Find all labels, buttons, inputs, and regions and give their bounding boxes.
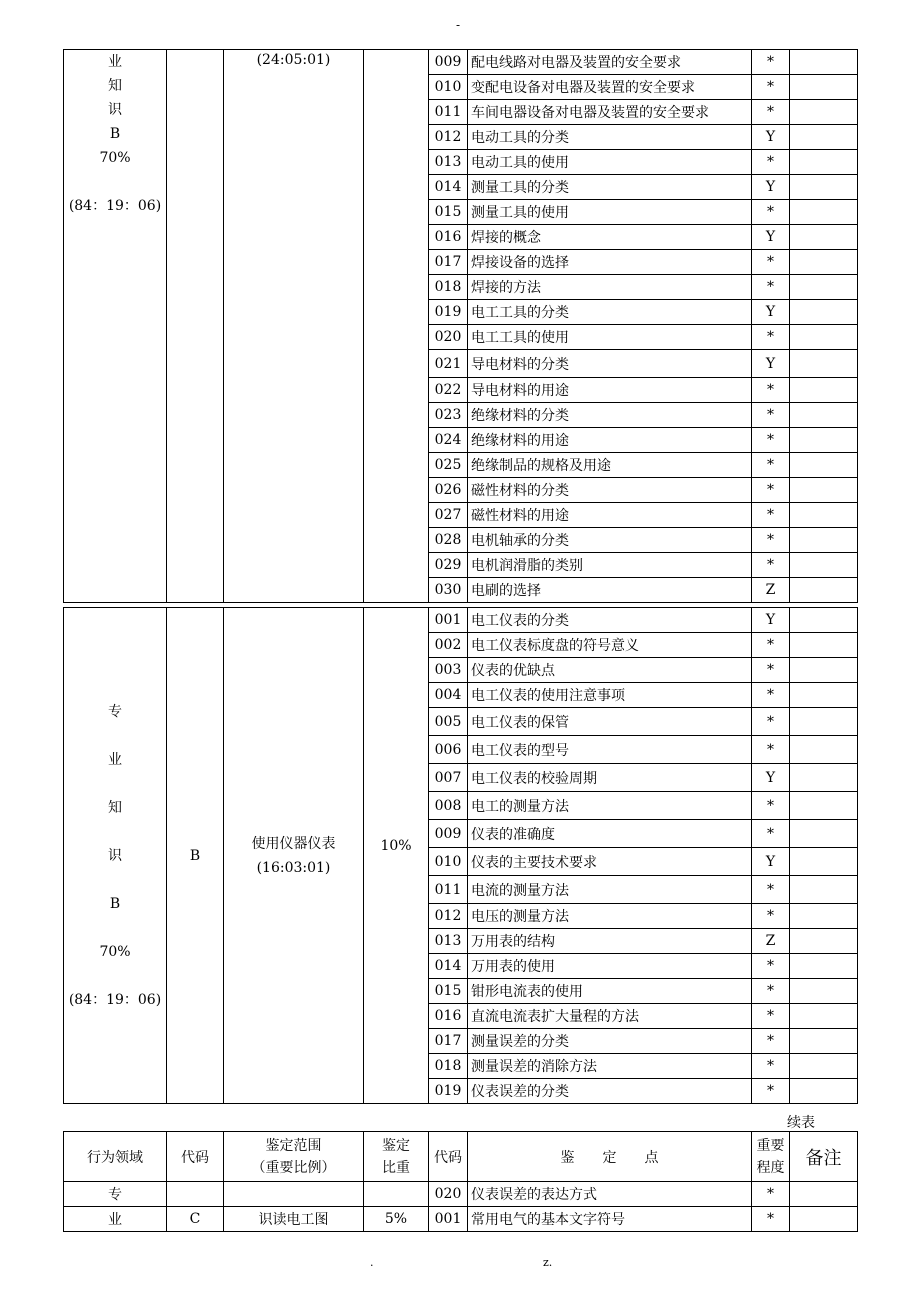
header-point: 鉴 定 点 (468, 1132, 752, 1182)
point-code: 014 (429, 954, 468, 979)
domain-line: 业 (108, 54, 122, 70)
remark-cell (790, 225, 858, 250)
point-text: 电工仪表的分类 (468, 608, 752, 633)
importance: * (752, 75, 790, 100)
point-text: 绝缘制品的规格及用途 (468, 453, 752, 478)
point-code: 010 (429, 848, 468, 876)
scope-name: 使用仪器仪表 (251, 835, 336, 852)
remark-cell (790, 708, 858, 736)
remark-cell (790, 1207, 858, 1232)
point-code: 020 (429, 325, 468, 350)
point-text: 电工仪表的使用注意事项 (468, 683, 752, 708)
point-text: 电压的测量方法 (468, 904, 752, 929)
remark-cell (790, 350, 858, 378)
domain-line: 业 (108, 751, 122, 768)
domain-line: B (109, 895, 121, 912)
importance: * (752, 904, 790, 929)
code-cell (167, 1182, 224, 1207)
importance: * (752, 708, 790, 736)
point-code: 008 (429, 792, 468, 820)
scope-cell (224, 50, 364, 603)
remark-cell (790, 658, 858, 683)
point-code: 001 (429, 608, 468, 633)
point-text: 电工仪表的校验周期 (468, 764, 752, 792)
remark-cell (790, 876, 858, 904)
importance: * (752, 658, 790, 683)
point-code: 012 (429, 125, 468, 150)
remark-cell (790, 764, 858, 792)
importance: * (752, 954, 790, 979)
remark-cell (790, 954, 858, 979)
domain-line: 70% (99, 150, 131, 166)
importance: * (752, 1029, 790, 1054)
point-code: 010 (429, 75, 468, 100)
weight-cell (364, 1182, 429, 1207)
remark-cell (790, 1182, 858, 1207)
point-code: 014 (429, 175, 468, 200)
footer-right-mark: z. (543, 1256, 553, 1269)
point-code: 025 (429, 453, 468, 478)
point-code: 018 (429, 1054, 468, 1079)
domain-line: 70% (99, 943, 131, 960)
point-code: 019 (429, 1079, 468, 1104)
weight-cell (364, 50, 429, 603)
remark-cell (790, 1054, 858, 1079)
point-text: 仪表误差的分类 (468, 1079, 752, 1104)
point-code: 026 (429, 478, 468, 503)
header-imp-sub: 程度 (756, 1159, 785, 1176)
importance: * (752, 1079, 790, 1104)
point-text: 直流电流表扩大量程的方法 (468, 1004, 752, 1029)
importance: Y (752, 125, 790, 150)
point-text: 绝缘材料的用途 (468, 428, 752, 453)
point-text: 电机轴承的分类 (468, 528, 752, 553)
importance: * (752, 553, 790, 578)
point-text: 万用表的结构 (468, 929, 752, 954)
importance: * (752, 250, 790, 275)
remark-cell (790, 453, 858, 478)
remark-cell (790, 736, 858, 764)
importance: * (752, 325, 790, 350)
point-text: 万用表的使用 (468, 954, 752, 979)
remark-cell (790, 578, 858, 603)
importance: * (752, 453, 790, 478)
importance: * (752, 1182, 790, 1207)
remark-cell (790, 929, 858, 954)
point-code: 019 (429, 300, 468, 325)
continued-label: 续表 (787, 1115, 815, 1131)
point-text: 测量误差的消除方法 (468, 1054, 752, 1079)
domain-line (64, 170, 166, 194)
domain-line: B (109, 126, 121, 142)
point-text: 电工工具的分类 (468, 300, 752, 325)
point-code: 015 (429, 200, 468, 225)
header-domain: 行为领域 (64, 1132, 167, 1182)
importance: * (752, 150, 790, 175)
point-code: 016 (429, 225, 468, 250)
importance: * (752, 403, 790, 428)
importance: Z (752, 929, 790, 954)
importance: * (752, 378, 790, 403)
footer-left-mark: . (370, 1256, 374, 1269)
point-text: 导电材料的分类 (468, 350, 752, 378)
importance: * (752, 633, 790, 658)
remark-cell (790, 325, 858, 350)
header-scope (224, 1132, 364, 1182)
point-code: 027 (429, 503, 468, 528)
header-scope-title: 鉴定范围 (265, 1137, 322, 1154)
code-cell: B (167, 608, 224, 1104)
point-code: 005 (429, 708, 468, 736)
point-text: 测量误差的分类 (468, 1029, 752, 1054)
importance: * (752, 736, 790, 764)
point-text: 焊接的概念 (468, 225, 752, 250)
remark-cell (790, 608, 858, 633)
point-code: 006 (429, 736, 468, 764)
remark-cell (790, 1004, 858, 1029)
domain-line: (84：19：06) (68, 198, 162, 214)
header-weight-sub: 比重 (382, 1159, 410, 1176)
point-code: 021 (429, 350, 468, 378)
importance: Y (752, 225, 790, 250)
point-code: 004 (429, 683, 468, 708)
point-text: 电流的测量方法 (468, 876, 752, 904)
importance: * (752, 820, 790, 848)
remark-cell (790, 150, 858, 175)
importance: * (752, 792, 790, 820)
importance: * (752, 979, 790, 1004)
remark-cell (790, 979, 858, 1004)
remark-cell (790, 478, 858, 503)
domain-line: 知 (108, 78, 122, 94)
importance: Y (752, 350, 790, 378)
header-importance (752, 1132, 790, 1182)
point-code: 001 (429, 1207, 468, 1232)
remark-cell (790, 553, 858, 578)
remark-cell (790, 125, 858, 150)
scope-cell (224, 1182, 364, 1207)
remark-cell (790, 792, 858, 820)
remark-cell (790, 275, 858, 300)
code-cell (167, 50, 224, 603)
point-code: 011 (429, 100, 468, 125)
importance: * (752, 50, 790, 75)
weight-cell: 5% (364, 1207, 429, 1232)
code-cell: C (167, 1207, 224, 1232)
domain-cell: 专 (64, 1182, 167, 1207)
point-text: 测量工具的使用 (468, 200, 752, 225)
importance: * (752, 100, 790, 125)
point-code: 023 (429, 403, 468, 428)
scope-ratio: (24:05:01) (256, 52, 331, 68)
point-text: 电工的测量方法 (468, 792, 752, 820)
remark-cell (790, 683, 858, 708)
knowledge-table-continued (63, 1131, 858, 1232)
header-remark: 备注 (790, 1132, 858, 1182)
header-weight (364, 1132, 429, 1182)
importance: * (752, 1054, 790, 1079)
remark-cell (790, 300, 858, 325)
remark-cell (790, 100, 858, 125)
point-text: 仪表的主要技术要求 (468, 848, 752, 876)
point-text: 电工仪表标度盘的符号意义 (468, 633, 752, 658)
point-code: 030 (429, 578, 468, 603)
scope-cell (224, 608, 364, 1104)
domain-cell: 业 (64, 1207, 167, 1232)
page-header-mark: - (456, 18, 461, 32)
header-code: 代码 (167, 1132, 224, 1182)
domain-line: 识 (108, 102, 122, 118)
point-text: 车间电器设备对电器及装置的安全要求 (468, 100, 752, 125)
point-text: 磁性材料的用途 (468, 503, 752, 528)
importance: * (752, 428, 790, 453)
point-text: 测量工具的分类 (468, 175, 752, 200)
point-code: 022 (429, 378, 468, 403)
importance: Y (752, 608, 790, 633)
point-text: 仪表误差的表达方式 (468, 1182, 752, 1207)
point-text: 仪表的准确度 (468, 820, 752, 848)
point-code: 007 (429, 764, 468, 792)
point-text: 变配电设备对电器及装置的安全要求 (468, 75, 752, 100)
remark-cell (790, 503, 858, 528)
importance: Y (752, 300, 790, 325)
remark-cell (790, 428, 858, 453)
point-text: 电动工具的使用 (468, 150, 752, 175)
remark-cell (790, 904, 858, 929)
importance: Y (752, 848, 790, 876)
importance: * (752, 200, 790, 225)
point-code: 013 (429, 150, 468, 175)
point-code: 017 (429, 250, 468, 275)
point-text: 电机润滑脂的类别 (468, 553, 752, 578)
point-code: 003 (429, 658, 468, 683)
point-code: 015 (429, 979, 468, 1004)
point-text: 电工仪表的保管 (468, 708, 752, 736)
remark-cell (790, 528, 858, 553)
importance: * (752, 876, 790, 904)
point-code: 018 (429, 275, 468, 300)
domain-line: (84：19：06) (68, 991, 162, 1008)
scope-ratio: (16:03:01) (256, 859, 331, 876)
importance: Y (752, 175, 790, 200)
point-text: 焊接的方法 (468, 275, 752, 300)
point-text: 焊接设备的选择 (468, 250, 752, 275)
remark-cell (790, 75, 858, 100)
point-text: 配电线路对电器及装置的安全要求 (468, 50, 752, 75)
domain-line: 识 (108, 847, 122, 864)
importance: * (752, 683, 790, 708)
remark-cell (790, 50, 858, 75)
point-text: 电动工具的分类 (468, 125, 752, 150)
point-text: 常用电气的基本文字符号 (468, 1207, 752, 1232)
knowledge-table-part-2 (63, 607, 858, 1104)
importance: Y (752, 764, 790, 792)
point-code: 011 (429, 876, 468, 904)
point-text: 绝缘材料的分类 (468, 403, 752, 428)
remark-cell (790, 820, 858, 848)
point-code: 012 (429, 904, 468, 929)
remark-cell (790, 250, 858, 275)
importance: * (752, 1004, 790, 1029)
remark-cell (790, 1079, 858, 1104)
point-code: 013 (429, 929, 468, 954)
remark-cell (790, 175, 858, 200)
importance: * (752, 1207, 790, 1232)
scope-cell: 识读电工图 (224, 1207, 364, 1232)
point-code: 028 (429, 528, 468, 553)
remark-cell (790, 200, 858, 225)
point-text: 磁性材料的分类 (468, 478, 752, 503)
header-scope-sub: （重要比例） (251, 1159, 336, 1176)
domain-cell (64, 50, 167, 603)
table-row (64, 50, 858, 75)
point-text: 电工工具的使用 (468, 325, 752, 350)
importance: * (752, 478, 790, 503)
point-text: 电刷的选择 (468, 578, 752, 603)
point-code: 002 (429, 633, 468, 658)
importance: * (752, 275, 790, 300)
point-text: 仪表的优缺点 (468, 658, 752, 683)
weight-cell: 10% (364, 608, 429, 1104)
point-code: 024 (429, 428, 468, 453)
point-code: 017 (429, 1029, 468, 1054)
remark-cell (790, 378, 858, 403)
remark-cell (790, 1029, 858, 1054)
point-text: 导电材料的用途 (468, 378, 752, 403)
knowledge-table-part-1 (63, 49, 858, 603)
remark-cell (790, 633, 858, 658)
header-weight-title: 鉴定 (382, 1137, 410, 1154)
point-text: 电工仪表的型号 (468, 736, 752, 764)
domain-cell (64, 608, 167, 1104)
table-row (64, 608, 858, 633)
importance: * (752, 528, 790, 553)
point-text: 钳形电流表的使用 (468, 979, 752, 1004)
domain-line: 知 (108, 799, 122, 816)
remark-cell (790, 848, 858, 876)
importance: * (752, 503, 790, 528)
point-code: 009 (429, 820, 468, 848)
point-code: 020 (429, 1182, 468, 1207)
header-imp-title: 重要 (756, 1137, 785, 1154)
header-point-code: 代码 (429, 1132, 468, 1182)
point-code: 016 (429, 1004, 468, 1029)
importance: Z (752, 578, 790, 603)
point-code: 029 (429, 553, 468, 578)
point-code: 009 (429, 50, 468, 75)
domain-line: 专 (108, 703, 122, 720)
remark-cell (790, 403, 858, 428)
